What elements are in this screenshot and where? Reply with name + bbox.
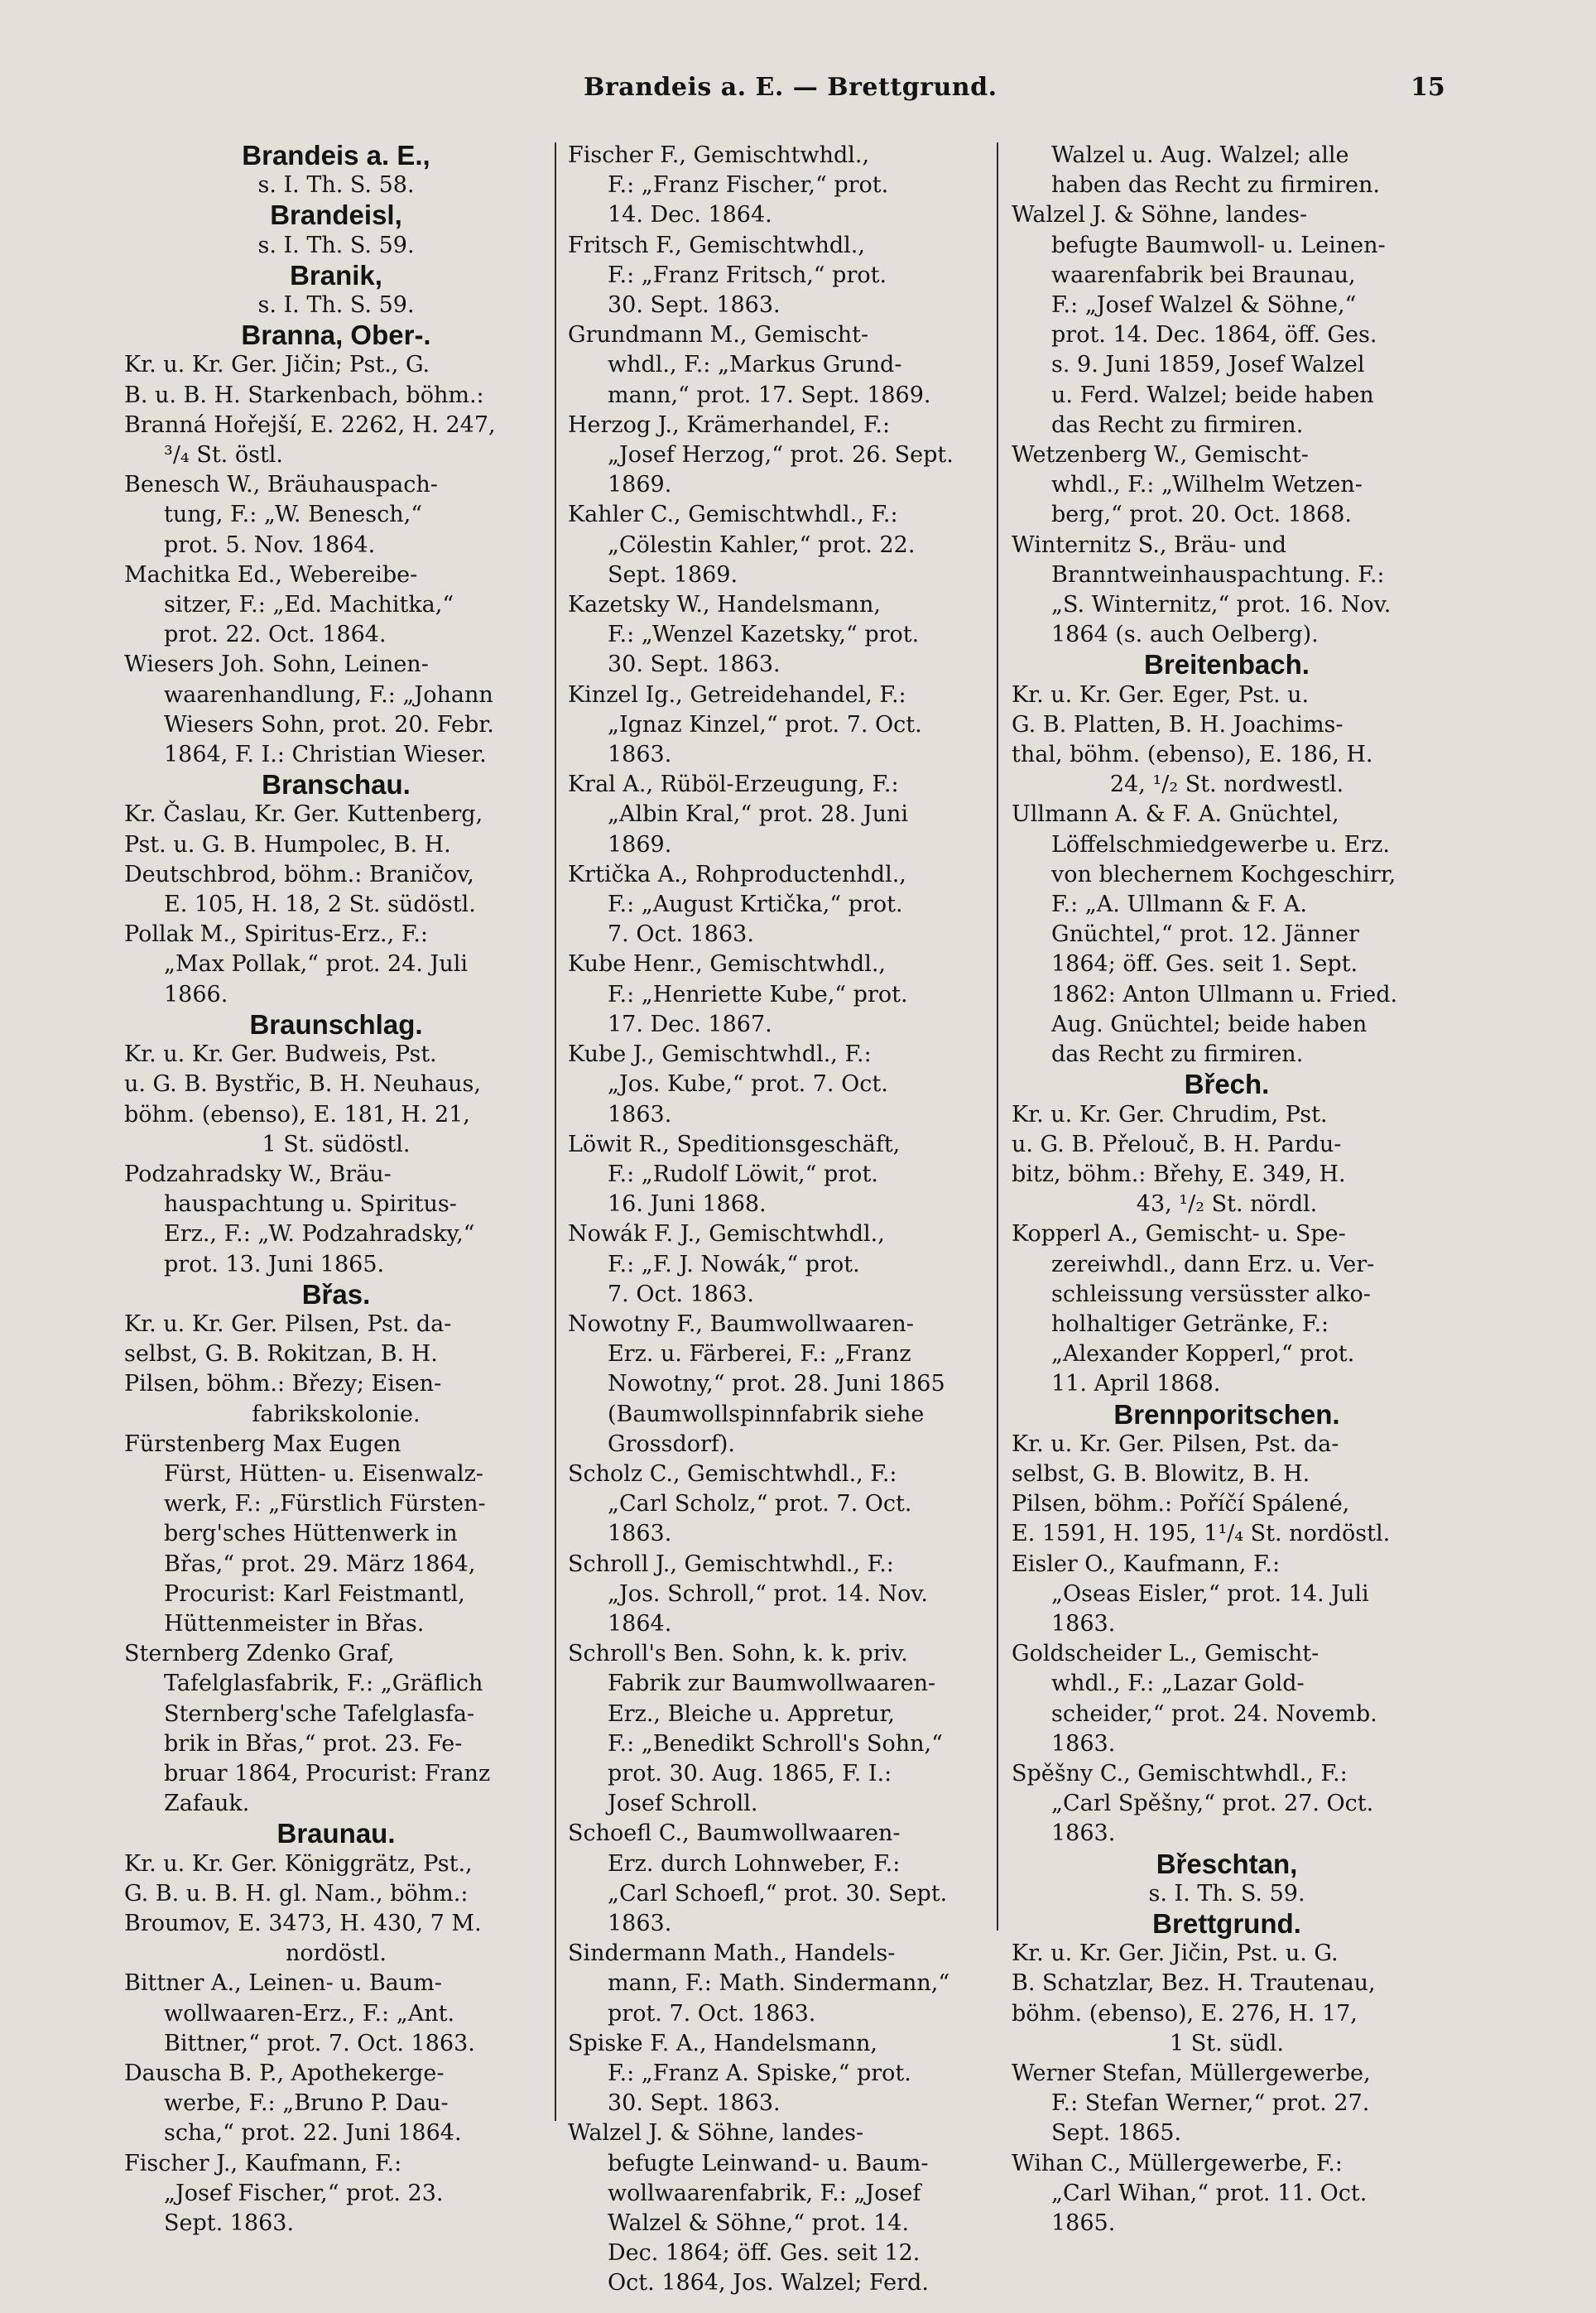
text-line: Sept. 1863. [164,2210,295,2237]
entry-line: Kahler C., Gemischtwhdl., F.: [568,502,898,528]
text-line: 1864 (s. auch Oelberg). [1051,622,1319,648]
entry-line: Scholz C., Gemischtwhdl., F.: [568,1460,897,1487]
place-heading: Branschau. [262,769,411,801]
text-line: 1864. [608,1610,672,1637]
page-number: 15 [1411,73,1445,102]
text-line: s. 9. Juni 1859, Josef Walzel [1051,352,1365,378]
entry-line: Kr. u. Kr. Ger. Pilsen, Pst. da- [1012,1431,1339,1457]
entry-line: Goldscheider L., Gemischt- [1012,1641,1320,1667]
text-line: Josef Schroll. [608,1791,758,1817]
entry-line: Wihan C., Müllergewerbe, F.: [1012,2150,1343,2176]
entry-line: Kinzel Ig., Getreidehandel, F.: [568,681,906,708]
entry-line: Ullmann A. & F. A. Gnüchtel, [1012,801,1339,828]
entry-line: Schroll J., Gemischtwhdl., F.: [568,1551,894,1577]
text-line: prot. 14. Dec. 1864, öff. Ges. [1051,322,1377,349]
text-line: 14. Dec. 1864. [608,202,772,228]
entry-line: Fischer F., Gemischtwhdl., [568,142,870,168]
entry-line: Kr. Časlau, Kr. Ger. Kuttenberg, [124,801,483,828]
place-heading: Břeschtan, [1156,1848,1298,1879]
entry-line: Pollak M., Spiritus-Erz., F.: [124,921,429,948]
text-line: Wiesers Sohn, prot. 20. Febr. [164,711,494,738]
entry-line: Werner Stefan, Müllergewerbe, [1012,2061,1371,2086]
text-line: E. 105, H. 18, 2 St. südöstl. [164,892,476,918]
text-line: waarenhandlung, F.: „Johann [164,681,493,708]
text-line: „Josef Herzog,“ prot. 26. Sept. [608,442,954,469]
entry-line: Nowák F. J., Gemischtwhdl., [568,1221,885,1248]
entry-line: Walzel J. & Söhne, landes- [1012,202,1308,228]
text-line: bruar 1864, Procurist: Franz [164,1760,491,1786]
entry-line: Bittner A., Leinen- u. Baum- [124,1970,442,1997]
place-heading: Breitenbach. [1144,649,1310,680]
entry-line: Kr. u. Kr. Ger. Jičin, Pst. u. G. [1012,1940,1339,1967]
text-line: 7. Oct. 1863. [608,921,754,948]
text-line: „Jos. Schroll,“ prot. 14. Nov. [608,1580,928,1607]
text-line: Branntweinhauspachtung. F.: [1051,561,1385,588]
text-line: F.: „Wenzel Kazetsky,“ prot. [608,622,920,648]
entry-line: Fürstenberg Max Eugen [124,1431,401,1457]
text-line: 1869. [608,831,672,858]
text-line: s. I. Th. S. 59. [1148,1880,1305,1907]
entry-line: Kr. u. Kr. Ger. Jičin; Pst., G. [124,352,430,378]
text-line: 1 St. südl. [1169,2030,1285,2056]
place-heading: Břas. [301,1278,371,1310]
text-line: Erz. u. Färberei, F.: „Franz [608,1341,911,1368]
text-line: ³/₄ St. östl. [164,442,284,469]
entry-line: Wetzenberg W., Gemischt- [1012,442,1309,469]
text-line: Erz. durch Lohnweber, F.: [608,1850,901,1877]
entry-line: u. G. B. Přelouč, B. H. Pardu- [1012,1131,1342,1157]
text-line: Sternberg'sche Tafelglasfa- [164,1700,475,1727]
text-line: 24, ¹/₂ St. nordwestl. [1109,772,1344,798]
entry-line: Kr. u. Kr. Ger. Pilsen, Pst. da- [124,1310,452,1337]
text-line: 17. Dec. 1867. [608,1011,772,1037]
entry-line: Fritsch F., Gemischtwhdl., [568,232,865,258]
text-line: whdl., F.: „Lazar Gold- [1051,1671,1305,1697]
text-line: 1864; öff. Ges. seit 1. Sept. [1051,951,1358,978]
column-rule [997,142,998,1931]
text-line: 1863. [1051,1730,1116,1757]
place-heading: Brettgrund. [1152,1907,1301,1939]
text-line: 1863. [1051,1610,1116,1637]
text-line: F.: „Josef Walzel & Söhne,“ [1051,292,1357,319]
text-line: 1866. [164,981,228,1007]
entry-line: Spěšny C., Gemischtwhdl., F.: [1012,1760,1348,1786]
text-line: Bittner,“ prot. 7. Oct. 1863. [164,2030,475,2056]
text-line: Walzel & Söhne,“ prot. 14. [608,2210,910,2237]
place-heading: Braunau. [276,1818,396,1849]
text-line: Nowotny,“ prot. 28. Juni 1865 [608,1371,945,1397]
text-line: 11. April 1868. [1051,1371,1221,1397]
text-line: Fürst, Hütten- u. Eisenwalz- [164,1460,483,1487]
text-line: Aug. Gnüchtel; beide haben [1051,1011,1368,1037]
entry-line: selbst, G. B. Rokitzan, B. H. [124,1341,438,1368]
text-line: Sept. 1865. [1051,2120,1182,2147]
entry-line: u. G. B. Bystřic, B. H. Neuhaus, [124,1071,481,1098]
text-line: Hüttenmeister in Břas. [164,1610,425,1637]
entry-line: Pilsen, böhm.: Poříčí Spálené, [1012,1491,1350,1517]
text-line: tung, F.: „W. Benesch,“ [164,502,423,528]
entry-line: Machitka Ed., Webereibe- [124,561,418,588]
text-line: Tafelglasfabrik, F.: „Gräflich [164,1671,483,1697]
text-line: haben das Recht zu firmiren. [1051,172,1380,199]
text-line: F.: „A. Ullmann & F. A. [1051,892,1307,918]
text-line: Erz., Bleiche u. Appretur, [608,1700,896,1727]
entry-line: Pst. u. G. B. Humpolec, B. H. [124,831,451,858]
text-line: Löffelschmiedgewerbe u. Erz. [1051,831,1390,858]
text-line: s. I. Th. S. 59. [257,292,415,319]
entry-line: Spiske F. A., Handelsmann, [568,2030,877,2056]
entry-line: thal, böhm. (ebenso), E. 186, H. [1012,742,1373,768]
entry-line: B. u. B. H. Starkenbach, böhm.: [124,382,484,408]
entry-line: Kr. u. Kr. Ger. Eger, Pst. u. [1012,681,1310,708]
entry-line: Benesch W., Bräuhauspach- [124,472,438,498]
text-line: werk, F.: „Fürstlich Fürsten- [164,1491,486,1517]
text-line: F.: „Henriette Kube,“ prot. [608,981,908,1007]
text-line: das Recht zu firmiren. [1051,1041,1304,1068]
text-line: 1869. [608,472,672,498]
entry-line: Sternberg Zdenko Graf, [124,1641,395,1667]
text-line: berg'sches Hüttenwerk in [164,1521,458,1547]
text-line: Sept. 1869. [608,561,738,588]
text-line: 1863. [608,742,672,768]
entry-line: Schroll's Ben. Sohn, k. k. priv. [568,1641,908,1667]
entry-line: Kube Henr., Gemischtwhdl., [568,951,886,978]
text-line: nordöstl. [285,1940,387,1967]
text-line: whdl., F.: „Wilhelm Wetzen- [1051,472,1363,498]
text-line: Erz., F.: „W. Podzahradsky,“ [164,1221,475,1248]
text-line: F.: „August Krtička,“ prot. [608,892,903,918]
text-line: 1863. [1051,1820,1116,1847]
text-line: 30. Sept. 1863. [608,652,781,678]
entry-line: Winternitz S., Bräu- und [1012,531,1287,558]
entry-line: Kube J., Gemischtwhdl., F.: [568,1041,872,1068]
entry-line: B. Schatzlar, Bez. H. Trautenau, [1012,1970,1376,1997]
text-line: befugte Baumwoll- u. Leinen- [1051,232,1386,258]
entry-line: böhm. (ebenso), E. 276, H. 17, [1012,2000,1358,2027]
text-line: 1 St. südöstl. [262,1131,411,1157]
text-line: „Carl Schoefl,“ prot. 30. Sept. [608,1880,948,1907]
text-line: Zafauk. [164,1791,250,1817]
text-line: Fabrik zur Baumwollwaaren- [608,1671,936,1697]
text-line: das Recht zu firmiren. [1051,411,1304,438]
text-line: mann, F.: Math. Sindermann,“ [608,1970,950,1997]
text-line: „Max Pollak,“ prot. 24. Juli [164,951,469,978]
text-line: F.: „Rudolf Löwit,“ prot. [608,1161,878,1187]
entry-line: Branná Hořejší, E. 2262, H. 247, [124,411,496,438]
text-line: „Alexander Kopperl,“ prot. [1051,1341,1355,1368]
text-line: F.: „Franz Fischer,“ prot. [608,172,889,199]
entry-line: Wiesers Joh. Sohn, Leinen- [124,652,429,678]
text-line: 43, ¹/₂ St. nördl. [1136,1191,1318,1218]
text-line: berg,“ prot. 20. Oct. 1868. [1051,502,1352,528]
text-line: schleissung versüsster alko- [1051,1281,1371,1307]
entry-line: Herzog J., Krämerhandel, F.: [568,411,891,438]
text-line: prot. 30. Aug. 1865, F. I.: [608,1760,892,1786]
text-line: holhaltiger Getränke, F.: [1051,1310,1329,1337]
entry-line: Walzel J. & Söhne, landes- [568,2120,864,2147]
entry-line: Schoefl C., Baumwollwaaren- [568,1820,901,1847]
text-line: „Cölestin Kahler,“ prot. 22. [608,531,916,558]
text-line: Oct. 1864, Jos. Walzel; Ferd. [608,2270,929,2296]
entry-line: Podzahradsky W., Bräu- [124,1161,392,1187]
text-line: (Baumwollspinnfabrik siehe [608,1401,925,1427]
entry-line: Sindermann Math., Handels- [568,1940,896,1967]
entry-line: Kr. u. Kr. Ger. Königgrätz, Pst., [124,1850,473,1877]
place-heading: Branna, Ober-. [241,320,431,351]
text-line: von blechernem Kochgeschirr, [1051,861,1396,887]
text-line: „Carl Wihan,“ prot. 11. Oct. [1051,2180,1368,2206]
entry-line: Kopperl A., Gemischt- u. Spe- [1012,1221,1346,1248]
column-rule [555,142,556,2121]
place-heading: Branik, [290,259,382,291]
entry-line: G. B. Platten, B. H. Joachims- [1012,711,1344,738]
entry-line: Löwit R., Speditionsgeschäft, [568,1131,901,1157]
text-line: wollwaarenfabrik, F.: „Josef [608,2180,921,2206]
entry-line: bitz, böhm.: Břehy, E. 349, H. [1012,1161,1346,1187]
entry-line: Krtička A., Rohproductenhdl., [568,861,906,887]
text-line: 1863. [608,1910,672,1936]
text-line: F.: Stefan Werner,“ prot. 27. [1051,2090,1370,2117]
entry-line: G. B. u. B. H. gl. Nam., böhm.: [124,1880,469,1907]
text-line: prot. 13. Juni 1865. [164,1251,385,1277]
entry-line: Pilsen, böhm.: Březy; Eisen- [124,1371,442,1397]
place-heading: Břech. [1184,1069,1270,1100]
text-line: „Ignaz Kinzel,“ prot. 7. Oct. [608,711,922,738]
text-line: 1865. [1051,2210,1116,2237]
text-line: sitzer, F.: „Ed. Machitka,“ [164,592,454,618]
entry-line: Kazetsky W., Handelsmann, [568,592,881,618]
text-line: Grossdorf). [608,1431,735,1457]
text-line: „Carl Scholz,“ prot. 7. Oct. [608,1491,912,1517]
text-line: s. I. Th. S. 59. [257,232,415,258]
text-line: u. Ferd. Walzel; beide haben [1051,382,1374,408]
running-head: Brandeis a. E. — Brettgrund. [584,73,997,102]
text-line: befugte Leinwand- u. Baum- [608,2150,929,2176]
text-line: F.: „Franz Fritsch,“ prot. [608,262,887,288]
entry-line: Broumov, E. 3473, H. 430, 7 M. [124,1910,482,1936]
text-column-3 [1012,141,1442,2238]
text-line: fabrikskolonie. [252,1401,421,1427]
text-line: mann,“ prot. 17. Sept. 1869. [608,382,931,408]
text-line: F.: „F. J. Nowák,“ prot. [608,1251,860,1277]
entry-line: E. 1591, H. 195, 1¹/₄ St. nordöstl. [1012,1521,1391,1547]
text-line: F.: „Franz A. Spiske,“ prot. [608,2061,911,2086]
text-line: Gnüchtel,“ prot. 12. Jänner [1051,921,1359,948]
place-heading: Brandeis a. E., [242,140,430,171]
text-line: F.: „Benedikt Schroll's Sohn,“ [608,1730,943,1757]
entry-line: Deutschbrod, böhm.: Braničov, [124,861,474,887]
text-line: prot. 5. Nov. 1864. [164,531,376,558]
text-line: prot. 22. Oct. 1864. [164,622,387,648]
entry-line: Grundmann M., Gemischt- [568,322,869,349]
entry-line: Nowotny F., Baumwollwaaren- [568,1310,914,1337]
text-line: werbe, F.: „Bruno P. Dau- [164,2090,449,2117]
text-line: wollwaaren-Erz., F.: „Ant. [164,2000,455,2027]
entry-line: Kr. u. Kr. Ger. Budweis, Pst. [124,1041,437,1068]
text-line: brik in Břas,“ prot. 23. Fe- [164,1730,463,1757]
text-line: 16. Juni 1868. [608,1191,767,1218]
text-line: whdl., F.: „Markus Grund- [608,352,902,378]
text-line: 1863. [608,1521,672,1547]
text-line: 1863. [608,1101,672,1128]
text-line: scheider,“ prot. 24. Novemb. [1051,1700,1377,1727]
entry-line: Fischer J., Kaufmann, F.: [124,2150,402,2176]
text-line: zereiwhdl., dann Erz. u. Ver- [1051,1251,1375,1277]
text-line: „Albin Kral,“ prot. 28. Juni [608,801,909,828]
text-line: prot. 7. Oct. 1863. [608,2000,816,2027]
entry-line: Eisler O., Kaufmann, F.: [1012,1551,1281,1577]
text-line: „Jos. Kube,“ prot. 7. Oct. [608,1071,888,1098]
text-line: „Carl Spěšny,“ prot. 27. Oct. [1051,1791,1374,1817]
text-column-2 [568,141,988,2299]
text-line: Břas,“ prot. 29. März 1864, [164,1551,476,1577]
text-line: scha,“ prot. 22. Juni 1864. [164,2120,462,2147]
text-column-1 [124,141,548,2238]
text-line: 30. Sept. 1863. [608,2090,781,2117]
text-line: hauspachtung u. Spiritus- [164,1191,457,1218]
place-heading: Brandeisl, [270,200,402,231]
entry-line: Dauscha B. P., Apothekerge- [124,2061,445,2086]
text-line: 30. Sept. 1863. [608,292,781,319]
text-line: s. I. Th. S. 58. [257,172,415,199]
text-line: 1862: Anton Ullmann u. Fried. [1051,981,1398,1007]
entry-line: böhm. (ebenso), E. 181, H. 21, [124,1101,470,1128]
text-line: Procurist: Karl Feistmantl, [164,1580,465,1607]
entry-line: Kr. u. Kr. Ger. Chrudim, Pst. [1012,1101,1328,1128]
text-line: „Josef Fischer,“ prot. 23. [164,2180,444,2206]
text-line: 7. Oct. 1863. [608,1281,754,1307]
text-line: 1864, F. I.: Christian Wieser. [164,742,487,768]
entry-line: selbst, G. B. Blowitz, B. H. [1012,1460,1310,1487]
entry-line: Kral A., Rüböl-Erzeugung, F.: [568,772,899,798]
text-line: Dec. 1864; öff. Ges. seit 12. [608,2240,921,2267]
text-line: waarenfabrik bei Braunau, [1051,262,1356,288]
text-line: „Oseas Eisler,“ prot. 14. Juli [1051,1580,1369,1607]
text-line: „S. Winternitz,“ prot. 16. Nov. [1051,592,1392,618]
place-heading: Braunschlag. [249,1008,423,1040]
place-heading: Brennporitschen. [1113,1398,1340,1430]
text-line: Walzel u. Aug. Walzel; alle [1051,142,1349,168]
